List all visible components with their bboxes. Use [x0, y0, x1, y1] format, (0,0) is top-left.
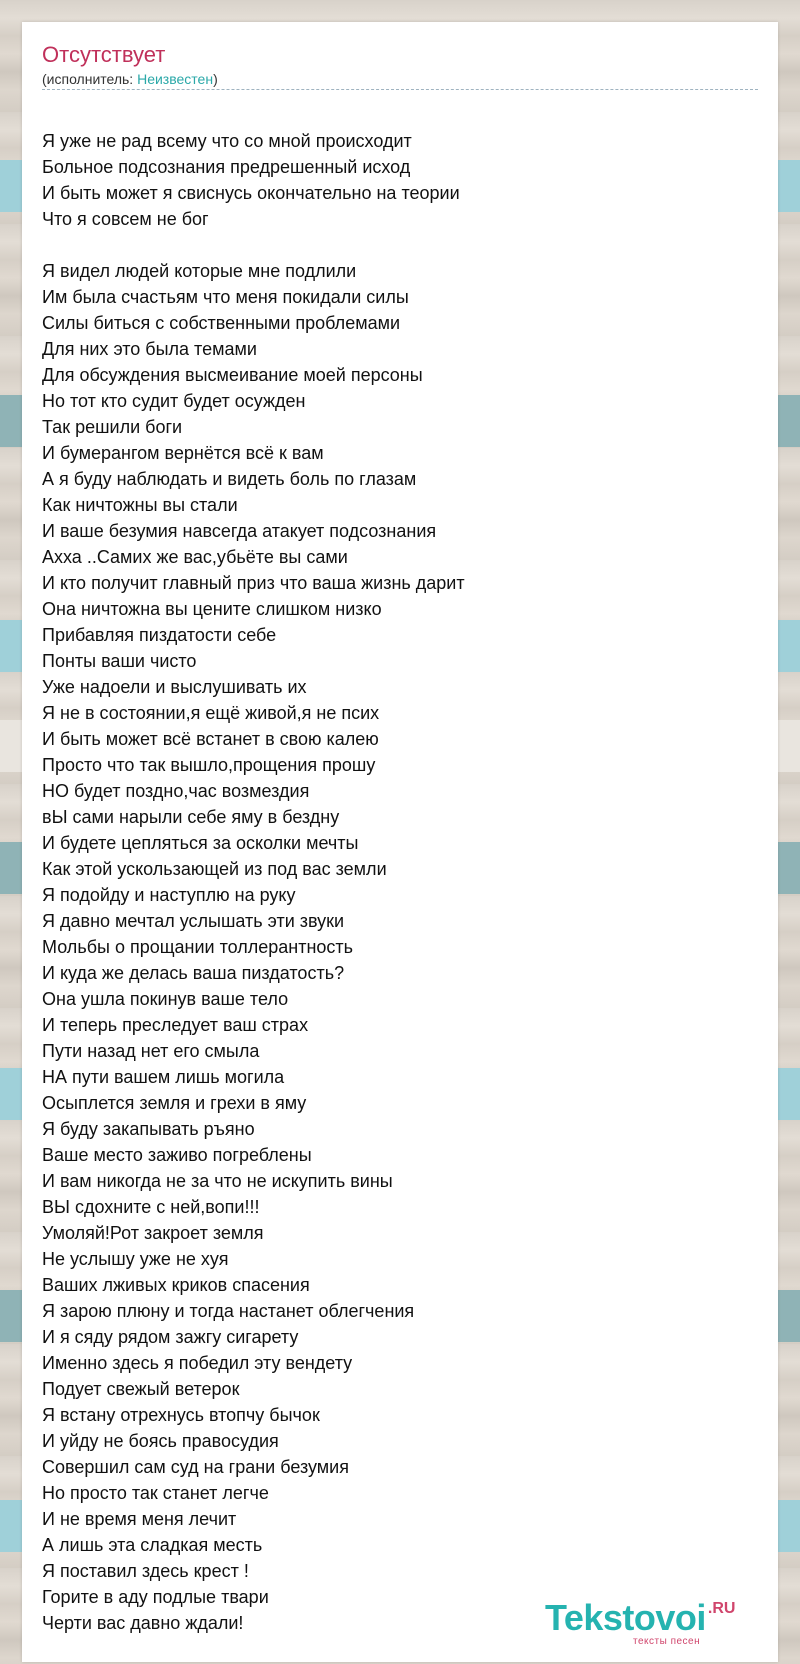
lyric-line: А я буду наблюдать и видеть боль по глазам: [42, 469, 417, 489]
lyric-line: Совершил сам суд на грани безумия: [42, 1457, 349, 1477]
lyric-line: И кто получит главный приз что ваша жизнь дарит: [42, 573, 465, 593]
lyric-line: Но просто так станет легче: [42, 1483, 269, 1503]
lyric-line: Что я совсем не бог: [42, 209, 209, 229]
lyric-line: И куда же делась ваша пиздатость?: [42, 963, 345, 983]
artist-prefix: (исполнитель:: [42, 71, 138, 87]
lyric-line: Для обсуждения высмеивание моей персоны: [42, 365, 423, 385]
lyric-line: И вам никогда не за что не искупить вины: [42, 1171, 393, 1191]
lyric-line: Я видел людей которые мне подлили: [42, 261, 357, 281]
lyric-line: Я не в состоянии,я ещё живой,я не псих: [42, 703, 380, 723]
lyric-line: Ваше место заживо погреблены: [42, 1145, 312, 1165]
header-divider: [42, 89, 758, 90]
song-header: [42, 42, 758, 90]
lyric-line: Прибавляя пиздатости себе: [42, 625, 277, 645]
site-logo[interactable]: [545, 1597, 765, 1647]
lyric-line: И быть может я свиснусь окончательно на теории: [42, 183, 460, 203]
lyric-line: А лишь эта сладкая месть: [42, 1535, 263, 1555]
artist-link[interactable]: Неизвестен: [137, 71, 214, 87]
lyric-line: Мольбы о прощании толлерантность: [42, 937, 354, 957]
lyric-line: Не услышу уже не хуя: [42, 1249, 229, 1269]
song-title: Отсутствует: [42, 42, 166, 67]
lyric-line: Я подойду и наступлю на руку: [42, 885, 296, 905]
lyric-line: Больное подсознания предрешенный исход: [42, 157, 411, 177]
lyric-line: Но тот кто судит будет осужден: [42, 391, 306, 411]
lyric-line: Им была счастьям что меня покидали силы: [42, 287, 409, 307]
lyric-line: Как ничтожны вы стали: [42, 495, 238, 515]
lyric-line: Осыплется земля и грехи в яму: [42, 1093, 307, 1113]
lyric-line: Я зарою плюну и тогда настанет облегчения: [42, 1301, 415, 1321]
lyric-line: [42, 232, 742, 258]
lyric-line: НО будет поздно,час возмездия: [42, 781, 310, 801]
lyrics-text: [42, 128, 742, 1636]
lyric-line: Ваших лживых криков спасения: [42, 1275, 310, 1295]
lyric-line: Подует свежый ветерок: [42, 1379, 240, 1399]
lyric-line: Именно здесь я победил эту вендету: [42, 1353, 353, 1373]
lyric-line: Черти вас давно ждали!: [42, 1613, 244, 1633]
lyric-line: ВЫ сдохните с ней,вопи!!!: [42, 1197, 260, 1217]
lyric-line: НА пути вашем лишь могила: [42, 1067, 285, 1087]
lyric-line: Горите в аду подлые твари: [42, 1587, 269, 1607]
lyric-line: И уйду не боясь правосудия: [42, 1431, 279, 1451]
lyric-line: Так решили боги: [42, 417, 183, 437]
logo-wordmark: Tekstovoi: [545, 1597, 706, 1638]
lyric-line: Уже надоели и выслушивать их: [42, 677, 307, 697]
lyric-line: Я давно мечтал услышать эти звуки: [42, 911, 345, 931]
lyric-line: И я сяду рядом зажгу сигарету: [42, 1327, 299, 1347]
lyric-line: Она ничтожна вы цените слишком низко: [42, 599, 382, 619]
lyrics-card: [22, 22, 778, 1662]
lyric-line: И не время меня лечит: [42, 1509, 237, 1529]
lyric-line: Я встану отрехнусь втопчу бычок: [42, 1405, 320, 1425]
lyric-line: И будете цепляться за осколки мечты: [42, 833, 359, 853]
lyric-line: И теперь преследует ваш страх: [42, 1015, 309, 1035]
lyric-line: Для них это была темами: [42, 339, 257, 359]
lyric-line: Просто что так вышло,прощения прошу: [42, 755, 376, 775]
lyric-line: вЫ сами нарыли себе яму в бездну: [42, 807, 340, 827]
lyric-line: Я уже не рад всему что со мной происходит: [42, 131, 412, 151]
lyric-line: Пути назад нет его смыла: [42, 1041, 260, 1061]
lyric-line: Она ушла покинув ваше тело: [42, 989, 289, 1009]
lyric-line: Понты ваши чисто: [42, 651, 197, 671]
artist-suffix: ): [213, 71, 218, 87]
artist-line: [42, 70, 758, 88]
lyric-line: Я поставил здесь крест !: [42, 1561, 249, 1581]
logo-tld: .RU: [707, 1600, 736, 1617]
lyric-line: И быть может всё встанет в свою калею: [42, 729, 379, 749]
lyric-line: Ахха ..Самих же вас,убьёте вы сами: [42, 547, 348, 567]
lyric-line: Умоляй!Рот закроет земля: [42, 1223, 264, 1243]
lyric-line: И бумерангом вернётся всё к вам: [42, 443, 324, 463]
lyric-line: Я буду закапывать ръяно: [42, 1119, 255, 1139]
logo-tagline: тексты песен: [633, 1636, 701, 1647]
lyric-line: И ваше безумия навсегда атакует подсознания: [42, 521, 437, 541]
lyric-line: Силы биться с собственными проблемами: [42, 313, 401, 333]
lyric-line: Как этой ускользающей из под вас земли: [42, 859, 387, 879]
